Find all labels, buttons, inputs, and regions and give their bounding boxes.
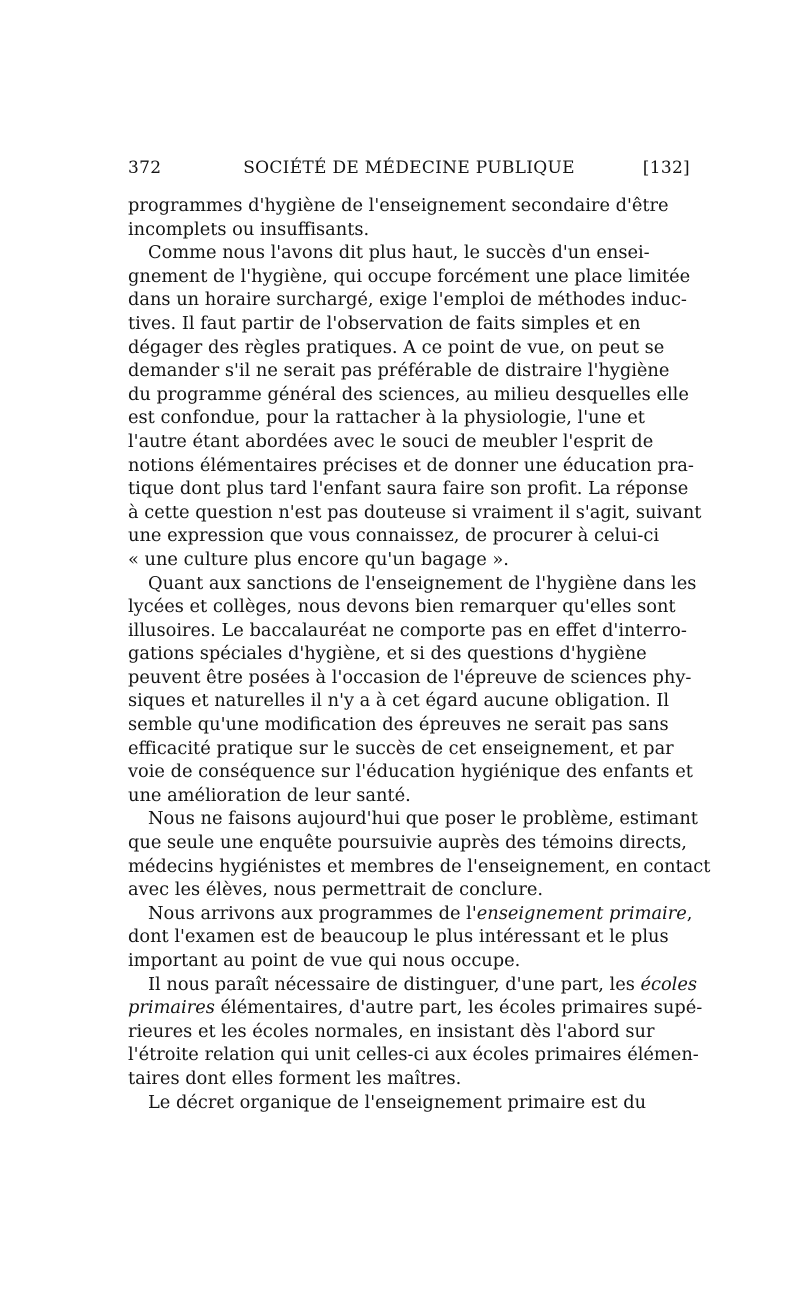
italic-run: enseignement primaire (476, 902, 687, 924)
text-run: Nous arrivons aux programmes de l' (148, 902, 477, 924)
text-line: siques et naturelles il n'y a à cet égard aucune obligation. Il (128, 690, 670, 712)
text-line: illusoires. Le baccalauréat ne comporte pas en effet d'interro- (128, 619, 687, 641)
text-line: Quant aux sanctions de l'enseignement de l'hygiène dans les (148, 572, 697, 594)
text-line: médecins hygiénistes et membres de l'enseignement, en contact (128, 855, 711, 877)
text-line: Comme nous l'avons dit plus haut, le succès d'un ensei- (148, 242, 650, 264)
text-line (128, 902, 694, 926)
text-line: gnement de l'hygiène, qui occupe forcément une place limitée (128, 265, 691, 287)
text-run: , (686, 902, 693, 924)
text-line (128, 996, 703, 1020)
text-line: voie de conséquence sur l'éducation hygiénique des enfants et (128, 761, 693, 783)
text-line: une amélioration de leur santé. (128, 784, 411, 806)
text-line: taires dont elles forment les maîtres. (128, 1067, 462, 1089)
text-line: rieures et les écoles normales, en insistant dès l'abord sur (128, 1020, 655, 1042)
text-line: demander s'il ne serait pas préférable de distraire l'hygiène (128, 360, 670, 382)
text-line (128, 973, 698, 997)
text-line: l'étroite relation qui unit celles-ci aux écoles primaires élémen- (128, 1044, 699, 1066)
text-line: peuvent être posées à l'occasion de l'épreuve de sciences phy- (128, 666, 692, 688)
text-line: avec les élèves, nous permettrait de conclure. (128, 879, 543, 901)
text-line: programmes d'hygiène de l'enseignement secondaire d'être (128, 195, 669, 216)
text-line: efficacité pratique sur le succès de cet enseignement, et par (128, 737, 674, 759)
page-reference: [132] (642, 158, 690, 178)
text-line: notions élémentaires précises et de donner une éducation pra- (128, 454, 694, 476)
italic-run: écoles (640, 973, 698, 995)
text-run: élémentaires, d'autre part, les écoles primaires supé- (214, 997, 703, 1019)
text-line: dégager des règles pratiques. A ce point de vue, on peut se (128, 336, 665, 358)
text-run: Il nous paraît nécessaire de distinguer, d'une part, les (148, 973, 641, 995)
text-line: à cette question n'est pas douteuse si vraiment il s'agit, suivant (128, 501, 702, 523)
text-line: l'autre étant abordées avec le souci de meubler l'esprit de (128, 430, 654, 452)
running-header (128, 158, 690, 184)
text-line: tives. Il faut partir de l'observation de faits simples et en (128, 312, 641, 334)
page-number: 372 (128, 158, 162, 178)
text-line: incomplets ou insuffisants. (128, 218, 370, 240)
text-line: important au point de vue qui nous occupe. (128, 950, 521, 971)
text-line: dans un horaire surchargé, exige l'emploi de méthodes induc- (128, 289, 687, 311)
text-line: « une culture plus encore qu'un bagage ». (128, 548, 509, 570)
body-text (128, 194, 711, 1114)
text-line: dont l'examen est de beaucoup le plus intéressant et le plus (128, 926, 669, 948)
text-line: gations spéciales d'hygiène, et si des questions d'hygiène (128, 643, 647, 665)
text-line: que seule une enquête poursuivie auprès des témoins directs, (128, 832, 687, 854)
italic-run: primaires (128, 997, 215, 1019)
running-title: SOCIÉTÉ DE MÉDECINE PUBLIQUE (243, 158, 575, 178)
text-line: une expression que vous connaissez, de procurer à celui-ci (128, 525, 660, 547)
text-line: tique dont plus tard l'enfant saura faire son profit. La réponse (128, 478, 689, 500)
text-line: Le décret organique de l'enseignement primaire est du (148, 1091, 647, 1113)
text-line: est confondue, pour la rattacher à la physiologie, l'une et (128, 407, 645, 429)
text-line: lycées et collèges, nous devons bien remarquer qu'elles sont (128, 596, 676, 618)
text-line: semble qu'une modification des épreuves ne serait pas sans (128, 714, 669, 736)
text-line: du programme général des sciences, au milieu desquelles elle (128, 383, 689, 405)
text-line: Nous ne faisons aujourd'hui que poser le problème, estimant (148, 808, 698, 830)
